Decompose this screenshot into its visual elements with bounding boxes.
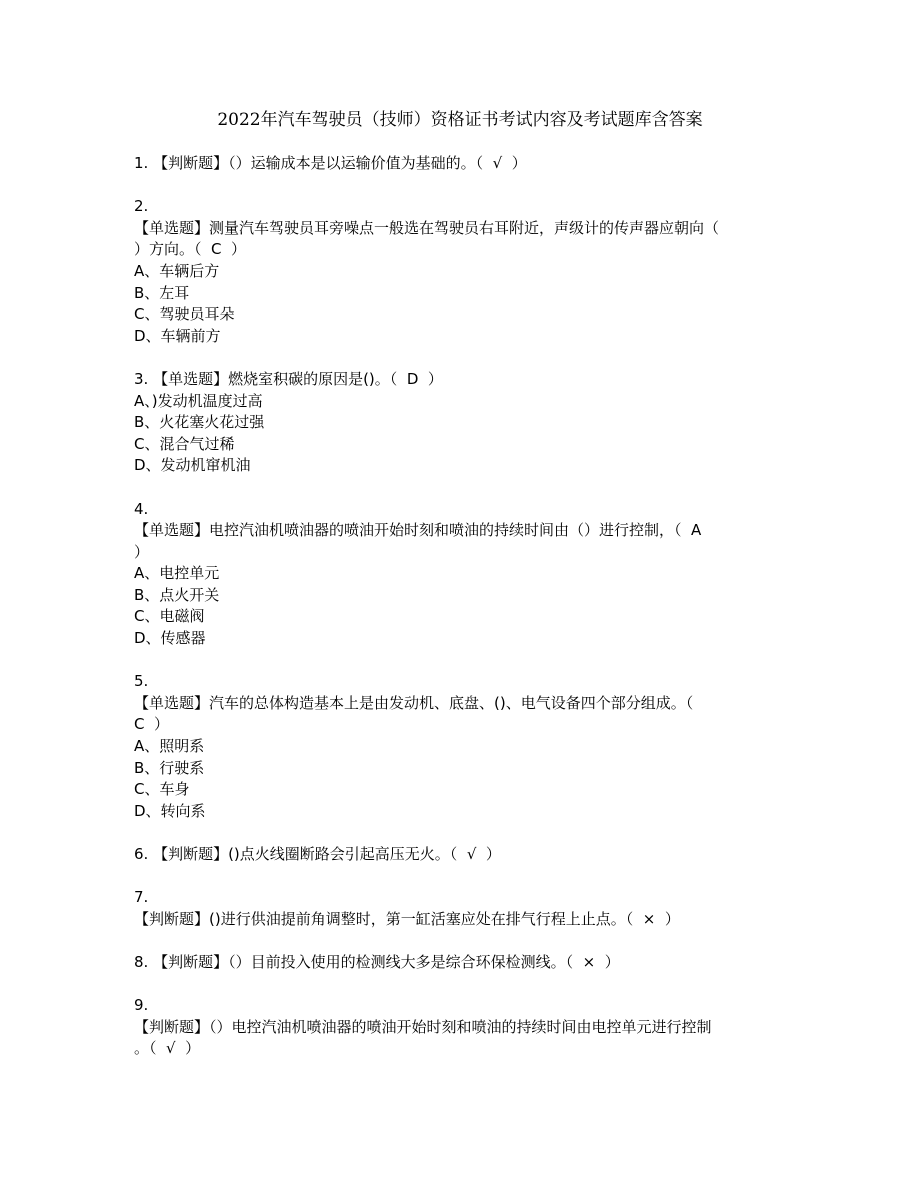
- answer-option: A、电控单元: [134, 564, 220, 583]
- answer-option: B、点火开关: [134, 585, 220, 604]
- answer-option: C、车身: [134, 780, 190, 799]
- question-text-line: ）: [134, 542, 150, 561]
- question-item: [134, 153, 794, 175]
- question-text-line: 【单选题】电控汽油机喷油器的喷油开始时刻和喷油的持续时间由（）进行控制，（ A: [134, 521, 702, 540]
- question-text-line: C ）: [134, 715, 170, 734]
- question-text-line: 3. 【单选题】燃烧室积碳的原因是()。（ D ）: [134, 369, 443, 388]
- question-text-line: 【判断题】()进行供油提前角调整时，第一缸活塞应处在排气行程上止点。（ × ）: [134, 909, 680, 928]
- answer-option: B、火花塞火花过强: [134, 413, 265, 432]
- answer-option: D、车辆前方: [134, 326, 221, 345]
- question-text-line: 2.: [134, 197, 149, 216]
- question-text-line: 8. 【判断题】（）目前投入使用的检测线大多是综合环保检测线。（ × ）: [134, 952, 620, 971]
- answer-option: C、混合气过稀: [134, 434, 235, 453]
- question-item: [134, 499, 794, 650]
- question-item: [134, 196, 794, 347]
- answer-option: B、行驶系: [134, 758, 205, 777]
- question-text-line: 5.: [134, 672, 149, 691]
- answer-option: A、车辆后方: [134, 261, 220, 280]
- answer-option: C、电磁阀: [134, 607, 205, 626]
- question-text-line: 【判断题】（）电控汽油机喷油器的喷油开始时刻和喷油的持续时间由电控单元进行控制: [134, 1017, 712, 1036]
- question-text-line: 【单选题】测量汽车驾驶员耳旁噪点一般选在驾驶员右耳附近，声级计的传声器应朝向（: [134, 218, 720, 237]
- answer-option: A、)发动机温度过高: [134, 391, 263, 410]
- question-item: [134, 844, 794, 866]
- answer-option: D、发动机窜机油: [134, 456, 251, 475]
- question-text-line: 9.: [134, 996, 149, 1015]
- question-text-line: 。（ √ ）: [134, 1039, 201, 1058]
- document-title: 2022年汽车驾驶员（技师）资格证书考试内容及考试题库含答案: [217, 110, 703, 130]
- question-item: [134, 995, 794, 1060]
- question-text-line: 【单选题】汽车的总体构造基本上是由发动机、底盘、()、电气设备四个部分组成。（: [134, 693, 694, 712]
- question-text-line: 4.: [134, 499, 149, 518]
- question-text-line: ）方向。（ C ）: [134, 240, 247, 259]
- question-text-line: 6. 【判断题】()点火线圈断路会引起高压无火。（ √ ）: [134, 845, 501, 863]
- answer-option: D、转向系: [134, 801, 206, 820]
- question-item: [134, 671, 794, 822]
- question-item: [134, 369, 794, 477]
- answer-option: A、照明系: [134, 737, 205, 756]
- question-text-line: 1. 【判断题】（）运输成本是以运输价值为基础的。（ √ ）: [134, 154, 527, 172]
- answer-option: D、传感器: [134, 629, 206, 648]
- answer-option: B、左耳: [134, 283, 190, 302]
- question-text-line: 7.: [134, 888, 149, 907]
- question-item: [134, 952, 794, 974]
- question-item: [134, 887, 794, 930]
- answer-option: C、驾驶员耳朵: [134, 305, 235, 324]
- question-list: [134, 153, 794, 1082]
